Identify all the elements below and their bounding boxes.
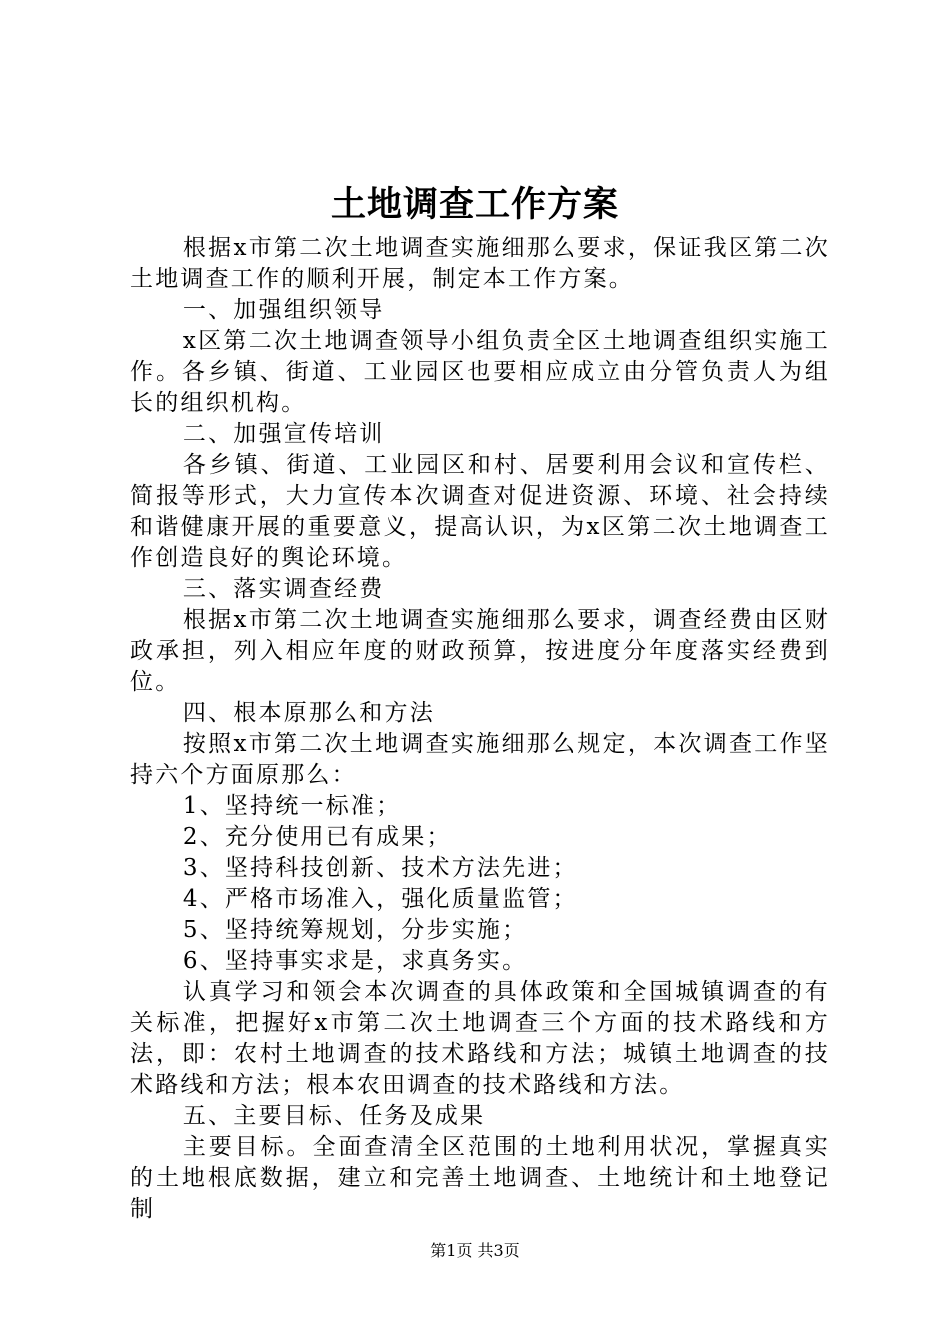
principle-list-item: 1、坚持统一标准； xyxy=(182,793,402,819)
principle-list-item: 5、坚持统筹规划，分步实施； xyxy=(182,917,528,943)
section-heading-1: 一、加强组织领导 xyxy=(182,297,385,323)
section-heading-5: 五、主要目标、任务及成果 xyxy=(182,1103,486,1129)
section-3-paragraph: 根据x市第二次土地调查实施细那么要求，调查经费由区财政承担，列入相应年度的财政预算，按进度分年度落实经费到位。 xyxy=(130,607,830,695)
section-2-paragraph: 各乡镇、街道、工业园区和村、居要利用会议和宣传栏、简报等形式，大力宣传本次调查对促进资源、环境、社会持续和谐健康开展的重要意义，提高认识，为x区第二次土地调查工作创造良好的舆论环境。 xyxy=(130,452,830,571)
section-heading-2: 二、加强宣传培训 xyxy=(182,421,385,447)
page-footer: 第1页 共3页 xyxy=(430,1241,520,1260)
document-title: 土地调查工作方案 xyxy=(330,184,619,225)
document-body xyxy=(130,233,830,1225)
section-heading-3: 三、落实调查经费 xyxy=(182,576,385,602)
principle-list-item: 3、坚持科技创新、技术方法先进； xyxy=(182,855,578,881)
section-5-paragraph: 主要目标。全面查清全区范围的土地利用状况，掌握真实的土地根底数据，建立和完善土地调查、土地统计和土地登记制 xyxy=(130,1134,830,1222)
principle-list-item: 6、坚持事实求是，求真务实。 xyxy=(182,948,528,974)
principle-list-item: 4、严格市场准入，强化质量监管； xyxy=(182,886,578,912)
section-1-paragraph: x区第二次土地调查领导小组负责全区土地调查组织实施工作。各乡镇、街道、工业园区也要相应成立由分管负责人为组长的组织机构。 xyxy=(130,328,830,416)
section-heading-4: 四、根本原那么和方法 xyxy=(182,700,435,726)
principle-list-item: 2、充分使用已有成果； xyxy=(182,824,452,850)
section-4-paragraph: 按照x市第二次土地调查实施细那么规定，本次调查工作坚持六个方面原那么： xyxy=(130,731,830,788)
section-4-methods-paragraph: 认真学习和领会本次调查的具体政策和全国城镇调查的有关标准，把握好x市第二次土地调查三个方面的技术路线和方法，即：农村土地调查的技术路线和方法；城镇土地调查的技术路线和方法；根本农田调查的技术路线和方法。 xyxy=(130,979,830,1098)
intro-paragraph: 根据x市第二次土地调查实施细那么要求，保证我区第二次土地调查工作的顺利开展，制定本工作方案。 xyxy=(130,235,830,292)
